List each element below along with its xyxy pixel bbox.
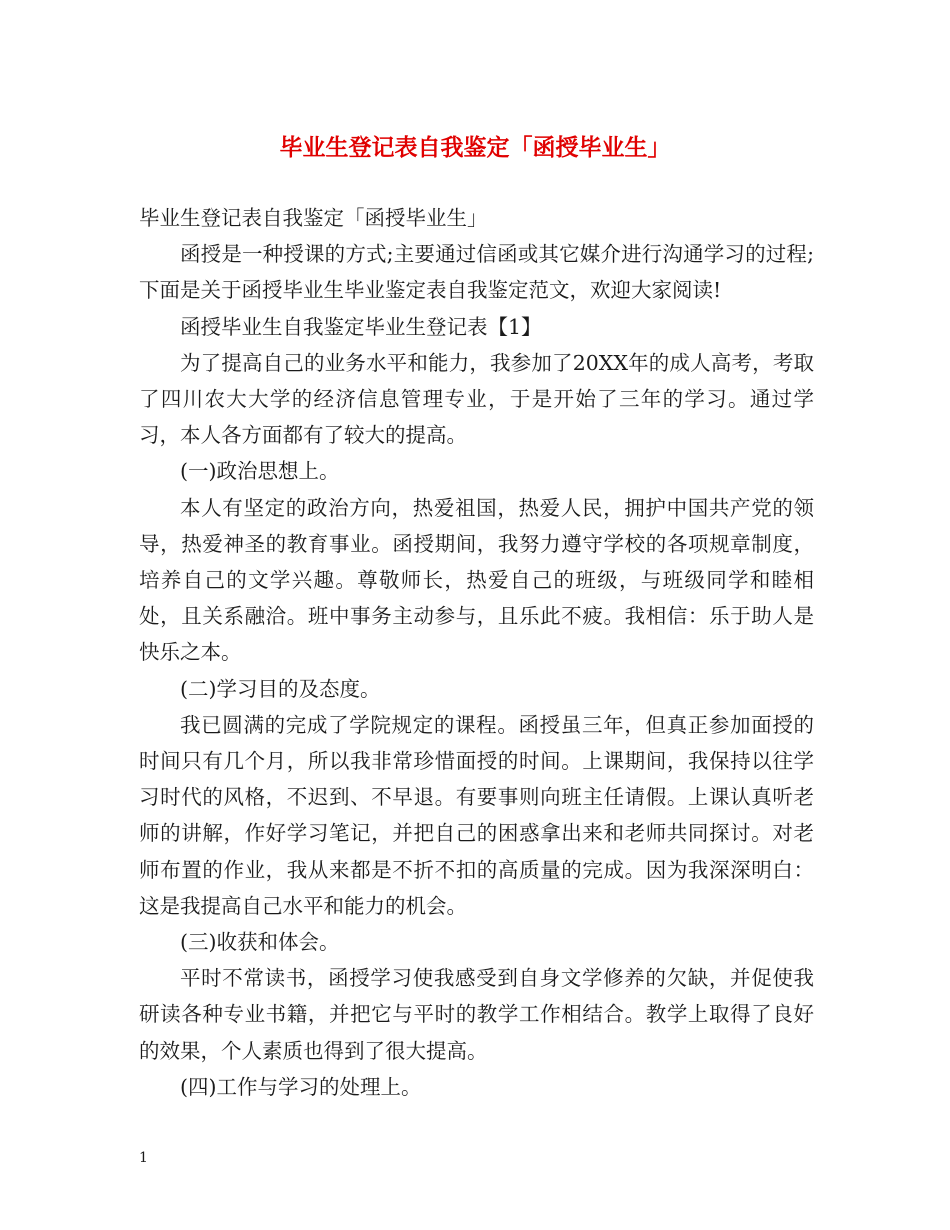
section-heading: (四)工作与学习的处理上。	[180, 1074, 422, 1099]
section-heading: 函授毕业生自我鉴定毕业生登记表【1】	[180, 314, 542, 339]
body-paragraph: 平时不常读书，函授学习使我感受到自身文学修养的欠缺，并促使我研读各种专业书籍，并把它与平时的教学工作相结合。教学上取得了良好的效果，个人素质也得到了很大提高。	[139, 966, 814, 1063]
body-paragraph: 本人有坚定的政治方向，热爱祖国，热爱人民，拥护中国共产党的领导，热爱神圣的教育事业。函授期间，我努力遵守学校的各项规章制度，培养自己的文学兴趣。尊敬师长，热爱自己的班级，与班级同学和睦相处，且关系融洽。班中事务主动参与，且乐此不疲。我相信：乐于助人是快乐之本。	[139, 495, 814, 665]
intro-paragraph: 函授是一种授课的方式;主要通过信函或其它媒介进行沟通学习的过程;下面是关于函授毕业生毕业鉴定表自我鉴定范文，欢迎大家阅读!	[139, 242, 814, 303]
document-body	[139, 200, 814, 1105]
subtitle-paragraph: 毕业生登记表自我鉴定「函授毕业生」	[139, 206, 488, 230]
section-heading: (三)收获和体会。	[180, 930, 340, 955]
section-heading: (一)政治思想上。	[180, 459, 340, 484]
body-paragraph: 为了提高自己的业务水平和能力，我参加了20XX年的成人高考，考取了四川农大大学的经济信息管理专业，于是开始了三年的学习。通过学习，本人各方面都有了较大的提高。	[139, 350, 814, 448]
section-heading: (二)学习目的及态度。	[180, 676, 381, 701]
page-number: 1	[139, 1150, 148, 1166]
body-paragraph: 我已圆满的完成了学院规定的课程。函授虽三年，但真正参加面授的时间只有几个月，所以我非常珍惜面授的时间。上课期间，我保持以往学习时代的风格，不迟到、不早退。有要事则向班主任请假。上课认真听老师的讲解，作好学习笔记，并把自己的困惑拿出来和老师共同探讨。对老师布置的作业，我从来都是不折不扣的高质量的完成。因为我深深明白：这是我提高自己水平和能力的机会。	[139, 712, 814, 918]
document-title: 毕业生登记表自我鉴定「函授毕业生」	[279, 134, 671, 161]
